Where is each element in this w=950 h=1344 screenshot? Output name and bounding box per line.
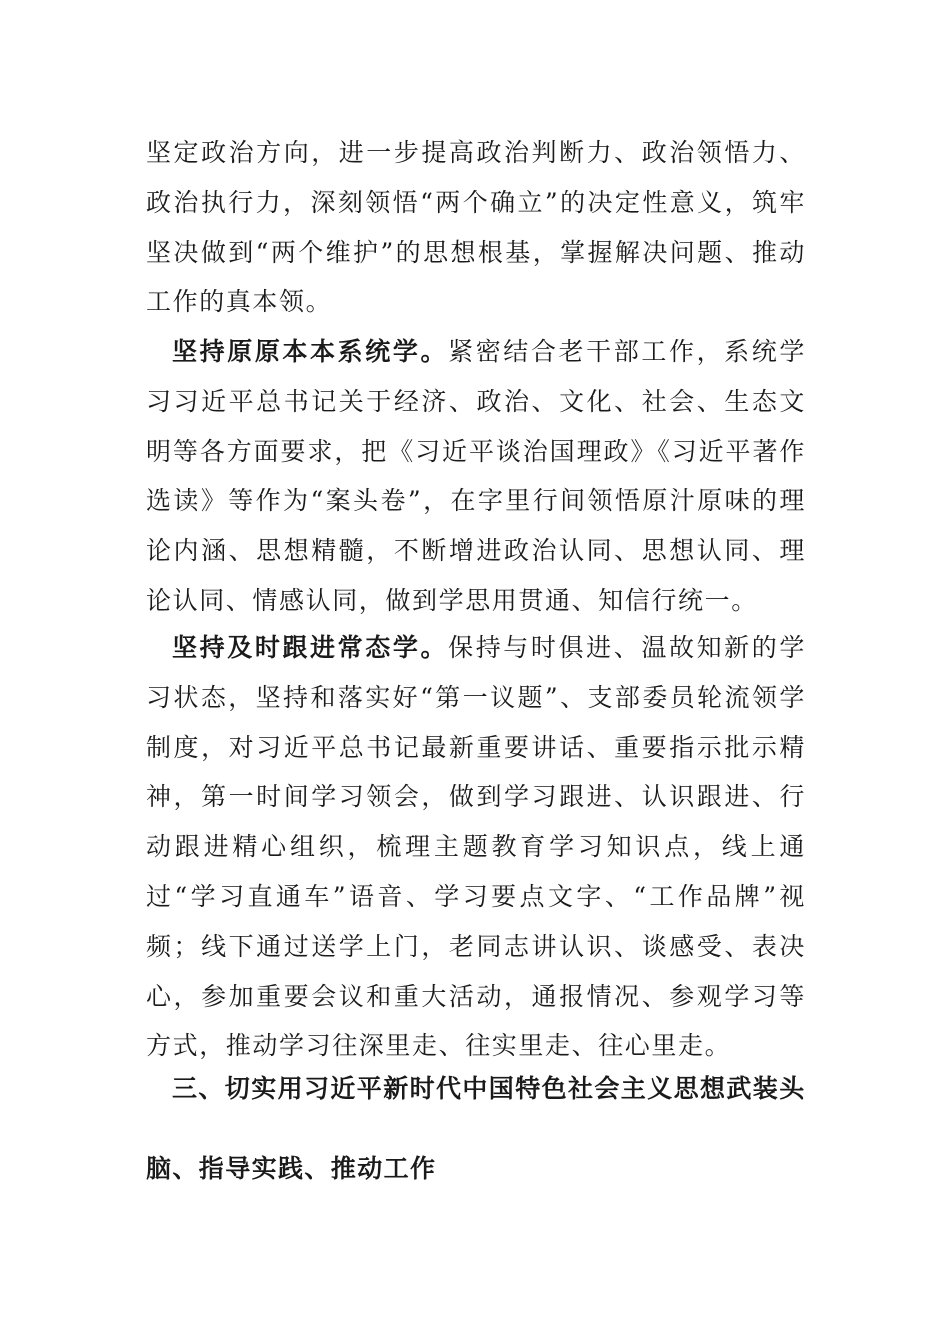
paragraph-body-regular-study: 保持与时俱进、温故知新的学习状态，坚持和落实好“第一议题”、支部委员轮流领学制度，对习近平总书记最新重要讲话、重要指示批示精神，第一时间学习领会，做到学习跟进、认识跟进、行动跟进精心组织，梳理主题教育学习知识点，线上通过“学习直通车”语音、学习要点文字、“工作品牌”视频；线下通过送学上门，老同志讲认识、谈感受、表决心，参加重要会议和重大活动，通报情况、参观学习等方式，推动学习往深里走、往实里走、往心里走。 <box>146 633 806 1061</box>
paragraph-lead-regular-study: 坚持及时跟进常态学。 <box>172 633 449 662</box>
paragraph-systematic-study <box>146 327 806 626</box>
section-heading-line-2: 脑、指导实践、推动工作 <box>146 1154 437 1183</box>
paragraph-body-systematic-study: 紧密结合老干部工作，系统学习习近平总书记关于经济、政治、文化、社会、生态文明等各方面要求，把《习近平谈治国理政》《习近平著作选读》等作为“案头卷”，在字里行间领悟原汁原味的理论内涵、思想精髓，不断增进政治认同、思想认同、理论认同、情感认同，做到学思用贯通、知信行统一。 <box>146 337 806 615</box>
paragraph-lead-systematic-study: 坚持原原本本系统学。 <box>172 337 449 366</box>
section-heading-line-1: 三、切实用习近平新时代中国特色社会主义思想武装头 <box>172 1074 806 1103</box>
paragraph-regular-study <box>146 623 806 1071</box>
continued-paragraph: 坚定政治方向，进一步提高政治判断力、政治领悟力、政治执行力，深刻领悟“两个确立”的决定性意义，筑牢坚决做到“两个维护”的思想根基，掌握解决问题、推动工作的真本领。 <box>146 138 806 317</box>
